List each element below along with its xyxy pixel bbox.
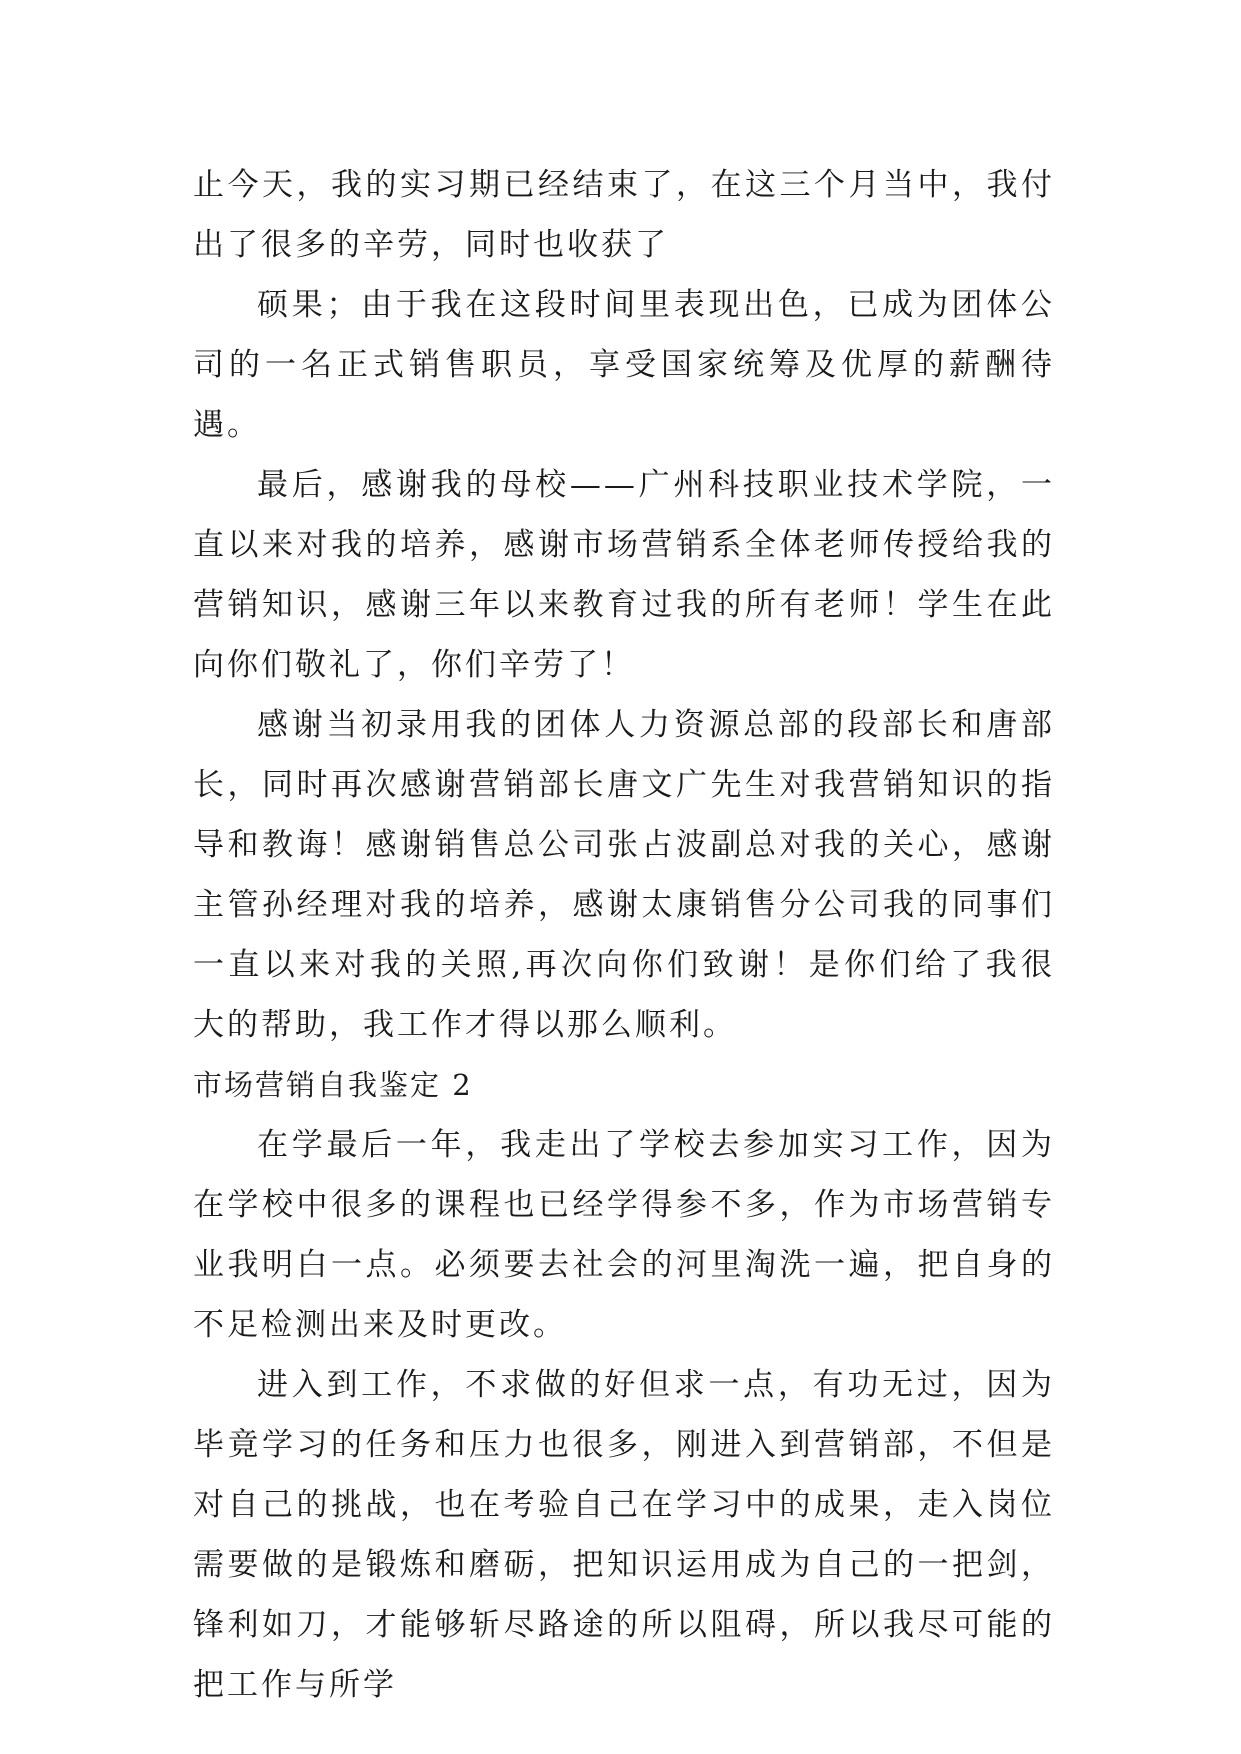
paragraph-thanks-school: 最后，感谢我的母校——广州科技职业技术学院，一直以来对我的培养，感谢市场营销系全体老师传授给我的营销知识，感谢三年以来教育过我的所有老师！学生在此向你们敬礼了，你们辛劳了！ [193, 467, 1055, 683]
section-title: 市场营销自我鉴定 2 [193, 1068, 473, 1102]
paragraph-work: 进入到工作，不求做的好但求一点，有功无过，因为毕竟学习的任务和压力也很多，刚进入到营销部，不但是对自己的挑战，也在考验自己在学习中的成果，走入岗位需要做的是锻炼和磨砺，把知识运用成为自己的一把剑，锋利如刀，才能够斩尽路途的所以阻碍，所以我尽可能的把工作与所学 [193, 1367, 1055, 1703]
paragraph-thanks-colleagues: 感谢当初录用我的团体人力资源总部的段部长和唐部长，同时再次感谢营销部长唐文广先生对我营销知识的指导和教诲！感谢销售总公司张占波副总对我的关心，感谢主管孙经理对我的培养，感谢太康销售分公司我的同事们一直以来对我的关照,再次向你们致谢！是你们给了我很大的帮助，我工作才得以那么顺利。 [193, 707, 1055, 1043]
paragraph-continuation: 止今天，我的实习期已经结束了，在这三个月当中，我付出了很多的辛劳，同时也收获了 [193, 167, 1055, 263]
paragraph-internship: 在学最后一年，我走出了学校去参加实习工作，因为在学校中很多的课程也已经学得参不多，作为市场营销专业我明白一点。必须要去社会的河里淘洗一遍，把自身的不足检测出来及时更改。 [193, 1127, 1055, 1343]
document-page [193, 155, 1055, 1715]
paragraph-results: 硕果；由于我在这段时间里表现出色，已成为团体公司的一名正式销售职员，享受国家统筹及优厚的薪酬待遇。 [193, 287, 1055, 443]
